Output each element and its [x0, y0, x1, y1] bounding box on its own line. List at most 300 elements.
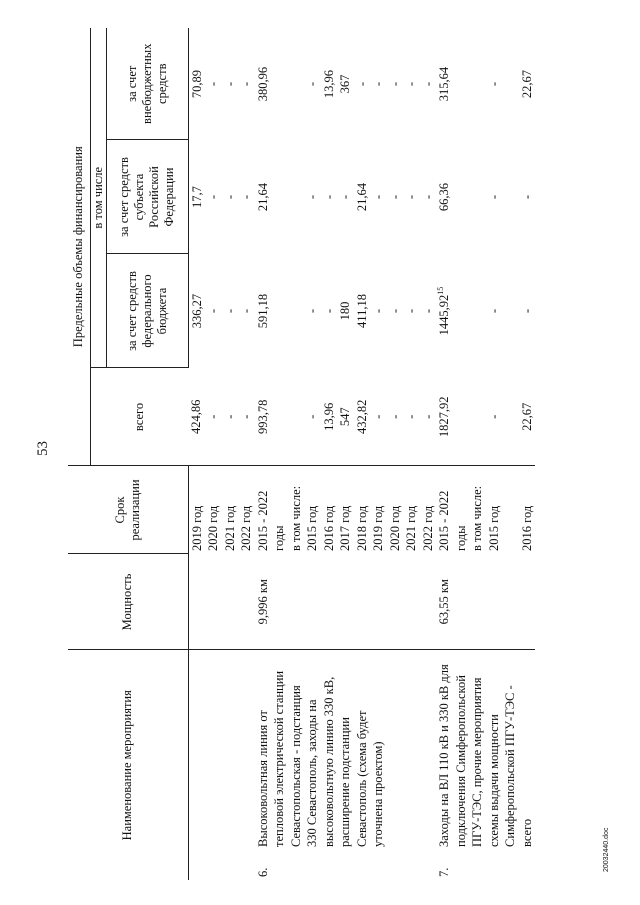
offbudget-cell-text: - — [371, 81, 385, 87]
measure-name — [486, 650, 503, 850]
total-cell-text: - — [387, 414, 402, 419]
federal-cell — [188, 254, 205, 368]
table-header — [68, 28, 188, 880]
regional-cell-text: 66,36 — [437, 182, 451, 212]
row-number — [188, 850, 205, 880]
period-cell — [436, 466, 453, 554]
offbudget-cell-text: - — [305, 81, 319, 87]
row-number — [354, 850, 371, 880]
period-cell-text: 2016 год — [321, 505, 336, 551]
row-number — [387, 850, 404, 880]
federal-cell-text: - — [321, 308, 336, 314]
regional-cell — [486, 140, 503, 254]
measure-name-text: Севастопольская - подстанция — [288, 685, 303, 847]
header-financing: Предельные объемы финансирования — [68, 28, 90, 466]
footnote-marker: 15 — [436, 286, 445, 295]
offbudget-cell — [304, 28, 321, 140]
table-body — [188, 28, 535, 880]
header-incl: в том числе — [90, 28, 106, 368]
federal-cell — [337, 254, 354, 368]
measure-name-text: Высоковольтная линия от — [255, 710, 270, 847]
capacity-cell — [188, 554, 205, 650]
financing-table — [68, 28, 535, 880]
total-cell — [370, 368, 387, 466]
measure-name-text: ПГУ-ТЭС, прочие мероприятия — [470, 677, 484, 847]
measure-name — [188, 650, 205, 850]
row-number — [205, 850, 222, 880]
regional-cell-text: - — [420, 194, 435, 200]
measure-name — [469, 650, 486, 850]
period-cell — [486, 466, 503, 554]
federal-cell-text: - — [222, 308, 237, 314]
offbudget-cell — [403, 28, 420, 140]
measure-name-text: подключения Симферопольской — [453, 675, 468, 847]
offbudget-cell-text: 367 — [338, 74, 352, 94]
table-row — [387, 28, 404, 880]
measure-name-text: Севастополь (схема будет — [354, 710, 369, 847]
capacity-cell — [436, 554, 453, 650]
period-cell — [222, 466, 239, 554]
capacity-cell — [238, 554, 255, 650]
period-cell — [238, 466, 255, 554]
total-cell-text: 424,86 — [189, 399, 203, 434]
total-cell — [420, 368, 437, 466]
offbudget-cell-text: - — [239, 81, 253, 87]
regional-cell-text: - — [404, 194, 418, 200]
table-row — [271, 28, 288, 880]
offbudget-cell — [387, 28, 404, 140]
measure-name — [304, 650, 321, 850]
offbudget-cell — [188, 28, 205, 140]
regional-cell — [387, 140, 404, 254]
capacity-cell — [337, 554, 354, 650]
rotated-table-container — [68, 28, 580, 880]
regional-cell-text: - — [519, 194, 534, 200]
regional-cell-text: - — [222, 194, 237, 200]
period-cell-text: в том числе: — [288, 485, 303, 551]
header-total: всего — [90, 368, 188, 466]
measure-name-text: расширение подстанции — [338, 717, 352, 847]
table-row — [354, 28, 371, 880]
row-number — [436, 850, 453, 880]
capacity-cell — [453, 554, 470, 650]
row-number — [469, 850, 486, 880]
row-number — [255, 850, 272, 880]
capacity-cell — [486, 554, 503, 650]
offbudget-cell — [453, 28, 470, 140]
offbudget-cell-text: 70,89 — [189, 69, 204, 99]
row-number — [271, 850, 288, 880]
offbudget-cell — [354, 28, 371, 140]
period-cell — [370, 466, 387, 554]
total-cell-text: - — [305, 414, 319, 419]
row-number — [304, 850, 321, 880]
federal-cell-text: - — [371, 308, 385, 314]
table-row — [453, 28, 470, 880]
regional-cell-text: - — [486, 194, 501, 200]
period-cell-text: 2020 год — [387, 505, 402, 551]
offbudget-cell — [519, 28, 536, 140]
header-offbudget: за счет внебюджетных средств — [106, 28, 188, 140]
table-row — [469, 28, 486, 880]
offbudget-cell — [370, 28, 387, 140]
total-cell — [519, 368, 536, 466]
capacity-cell — [304, 554, 321, 650]
measure-name-text: 330 Севастополь, заходы на — [305, 699, 319, 847]
row-number — [403, 850, 420, 880]
capacity-cell — [502, 554, 519, 650]
period-cell — [502, 466, 519, 554]
measure-name — [370, 650, 387, 850]
regional-cell-text: - — [371, 194, 385, 200]
period-cell-text: 2022 год — [239, 505, 253, 551]
row-number — [453, 850, 470, 880]
total-cell — [337, 368, 354, 466]
measure-name — [519, 650, 536, 850]
period-cell — [420, 466, 437, 554]
capacity-cell-text: 9,996 км — [255, 579, 270, 625]
federal-cell-text: - — [420, 308, 435, 314]
total-cell — [469, 368, 486, 466]
table-row — [420, 28, 437, 880]
regional-cell-text: - — [305, 194, 319, 200]
period-cell-text: 2019 год — [189, 505, 204, 551]
federal-cell — [436, 254, 453, 368]
total-cell-text: - — [239, 414, 253, 419]
regional-cell-text: 21,64 — [354, 182, 369, 212]
federal-cell-text: 591,18 — [255, 293, 270, 329]
offbudget-cell-text: 22,67 — [519, 69, 534, 99]
period-cell — [255, 466, 272, 554]
header-federal: за счет средств федерального бюджета — [106, 254, 188, 368]
period-cell — [288, 466, 305, 554]
row-number — [222, 850, 239, 880]
regional-cell — [436, 140, 453, 254]
total-cell — [453, 368, 470, 466]
total-cell — [436, 368, 453, 466]
period-cell-text: 2018 год — [354, 505, 369, 551]
row-number — [238, 850, 255, 880]
capacity-cell — [354, 554, 371, 650]
total-cell — [403, 368, 420, 466]
capacity-cell — [222, 554, 239, 650]
capacity-cell — [519, 554, 536, 650]
total-cell — [238, 368, 255, 466]
federal-cell-text: - — [305, 308, 319, 314]
table-row — [255, 28, 272, 880]
offbudget-cell-text: 380,96 — [255, 66, 270, 102]
capacity-cell-text: 63,55 км — [437, 579, 451, 625]
federal-cell — [205, 254, 222, 368]
period-cell-text: 2015 - 2022 — [255, 490, 270, 551]
total-cell-text: 13,96 — [321, 402, 336, 431]
offbudget-cell — [238, 28, 255, 140]
total-cell — [387, 368, 404, 466]
capacity-cell — [271, 554, 288, 650]
measure-name-text: Заходы на ВЛ 110 кВ и 330 кВ для — [437, 664, 451, 847]
offbudget-cell — [222, 28, 239, 140]
total-cell — [304, 368, 321, 466]
total-cell — [205, 368, 222, 466]
offbudget-cell-text: - — [420, 81, 435, 87]
table-row — [436, 28, 453, 880]
table-row — [370, 28, 387, 880]
offbudget-cell-text: - — [486, 81, 501, 87]
capacity-cell — [370, 554, 387, 650]
federal-cell — [304, 254, 321, 368]
regional-cell — [370, 140, 387, 254]
federal-cell — [519, 254, 536, 368]
offbudget-cell-text: - — [206, 81, 220, 87]
offbudget-cell — [337, 28, 354, 140]
measure-name-text: уточнена проектом) — [371, 741, 385, 847]
total-cell — [255, 368, 272, 466]
total-cell — [271, 368, 288, 466]
measure-name — [205, 650, 222, 850]
header-period: Срок реализации — [68, 466, 188, 554]
measure-name-text: высоковольтную линию 330 кВ, — [321, 676, 336, 847]
table-row — [337, 28, 354, 880]
regional-cell-text: - — [206, 194, 220, 200]
measure-name — [337, 650, 354, 850]
measure-name — [403, 650, 420, 850]
measure-name-text: схемы выдачи мощности — [486, 714, 501, 847]
total-cell-text: 993,78 — [255, 399, 270, 434]
period-cell — [337, 466, 354, 554]
regional-cell — [255, 140, 272, 254]
total-cell-text: 432,82 — [354, 399, 369, 434]
table-row — [205, 28, 222, 880]
regional-cell — [420, 140, 437, 254]
federal-cell — [420, 254, 437, 368]
measure-name-text: Симферопольской ПГУ-ТЭС - — [503, 685, 517, 847]
regional-cell — [304, 140, 321, 254]
period-cell — [519, 466, 536, 554]
regional-cell — [502, 140, 519, 254]
federal-cell-text: - — [239, 308, 253, 314]
period-cell-text: годы — [272, 525, 286, 551]
total-cell — [486, 368, 503, 466]
period-cell — [205, 466, 222, 554]
period-cell-text: 2022 год — [420, 505, 435, 551]
federal-cell-text: - — [387, 308, 402, 314]
capacity-cell — [255, 554, 272, 650]
total-cell-text: - — [420, 414, 435, 419]
measure-name — [238, 650, 255, 850]
table-row — [486, 28, 503, 880]
measure-name-text: всего — [519, 818, 534, 847]
offbudget-cell — [271, 28, 288, 140]
table-row — [321, 28, 338, 880]
row-number — [519, 850, 536, 880]
period-cell-text: 2021 год — [222, 505, 237, 551]
federal-cell — [321, 254, 338, 368]
period-cell-text: 2020 год — [206, 505, 220, 551]
header-name: Наименование мероприятия — [68, 650, 188, 880]
measure-name — [321, 650, 338, 850]
federal-cell-text: - — [486, 308, 501, 314]
regional-cell — [271, 140, 288, 254]
table-row — [238, 28, 255, 880]
regional-cell-text: - — [239, 194, 253, 200]
row-number-text: 6. — [255, 867, 270, 877]
row-number-text: 7. — [437, 867, 451, 877]
measure-name — [255, 650, 272, 850]
regional-cell — [453, 140, 470, 254]
federal-cell-text: - — [519, 308, 534, 314]
offbudget-cell-text: - — [354, 81, 369, 87]
offbudget-cell-text: - — [404, 81, 418, 87]
table-row — [502, 28, 519, 880]
total-cell-text: 22,67 — [519, 402, 534, 431]
total-cell — [222, 368, 239, 466]
measure-name — [271, 650, 288, 850]
measure-name-text: тепловой электрической станции — [272, 670, 286, 847]
period-cell — [188, 466, 205, 554]
offbudget-cell — [420, 28, 437, 140]
table-row — [304, 28, 321, 880]
page-number: 53 — [35, 441, 51, 456]
regional-cell — [321, 140, 338, 254]
total-cell-text: - — [486, 414, 501, 419]
offbudget-cell-text: 13,96 — [321, 69, 336, 99]
regional-cell-text: - — [321, 194, 336, 200]
period-cell-text: годы — [453, 525, 468, 551]
period-cell — [387, 466, 404, 554]
period-cell-text: 2016 год — [519, 505, 534, 551]
federal-cell — [502, 254, 519, 368]
measure-name — [222, 650, 239, 850]
row-number — [486, 850, 503, 880]
federal-cell-text: 336,27 — [189, 293, 204, 329]
federal-cell — [238, 254, 255, 368]
regional-cell — [354, 140, 371, 254]
federal-cell — [387, 254, 404, 368]
total-cell-text: - — [371, 414, 385, 419]
measure-name — [387, 650, 404, 850]
regional-cell-text: - — [387, 194, 402, 200]
measure-name — [354, 650, 371, 850]
row-number — [337, 850, 354, 880]
measure-name — [288, 650, 305, 850]
federal-cell — [354, 254, 371, 368]
period-cell-text: 2019 год — [371, 505, 385, 551]
table-row — [519, 28, 536, 880]
period-cell — [403, 466, 420, 554]
total-cell-text: 1827,92 — [437, 396, 451, 438]
regional-cell — [205, 140, 222, 254]
row-number — [321, 850, 338, 880]
capacity-cell — [469, 554, 486, 650]
row-number — [288, 850, 305, 880]
offbudget-cell-text: 315,64 — [437, 66, 451, 102]
period-cell — [321, 466, 338, 554]
federal-cell-text: 180 — [338, 301, 352, 321]
offbudget-cell — [321, 28, 338, 140]
footer-doc-code: 20032440.doc — [603, 827, 610, 872]
period-cell-text: 2015 год — [305, 505, 319, 551]
capacity-cell — [205, 554, 222, 650]
period-cell — [469, 466, 486, 554]
measure-name — [436, 650, 453, 850]
period-cell — [271, 466, 288, 554]
offbudget-cell-text: - — [222, 81, 237, 87]
total-cell — [188, 368, 205, 466]
period-cell-text: 2015 - 2022 — [437, 490, 451, 551]
regional-cell-text: 21,64 — [255, 182, 270, 212]
regional-cell-text: 17,7 — [189, 186, 204, 208]
total-cell-text: - — [222, 414, 237, 419]
offbudget-cell — [486, 28, 503, 140]
federal-cell-text: - — [404, 308, 418, 314]
table-row — [222, 28, 239, 880]
measure-name — [453, 650, 470, 850]
total-cell — [502, 368, 519, 466]
period-cell-text: 2015 год — [486, 505, 501, 551]
federal-cell — [469, 254, 486, 368]
capacity-cell — [288, 554, 305, 650]
period-cell-text: в том числе: — [470, 485, 484, 551]
total-cell — [288, 368, 305, 466]
row-number — [502, 850, 519, 880]
regional-cell — [238, 140, 255, 254]
row-number — [420, 850, 437, 880]
federal-cell — [370, 254, 387, 368]
federal-cell-text: 1445,92 — [437, 294, 451, 336]
regional-cell — [519, 140, 536, 254]
federal-cell — [403, 254, 420, 368]
capacity-cell — [321, 554, 338, 650]
capacity-cell — [420, 554, 437, 650]
offbudget-cell — [255, 28, 272, 140]
measure-name — [420, 650, 437, 850]
federal-cell — [453, 254, 470, 368]
header-regional: за счет средств субъекта Российской Федерации — [106, 140, 188, 254]
federal-cell — [271, 254, 288, 368]
federal-cell-text: - — [206, 308, 220, 314]
regional-cell — [469, 140, 486, 254]
federal-cell — [486, 254, 503, 368]
period-cell-text: 2021 год — [404, 505, 418, 551]
total-cell-text: - — [404, 414, 418, 419]
row-number — [370, 850, 387, 880]
offbudget-cell — [436, 28, 453, 140]
period-cell — [304, 466, 321, 554]
federal-cell — [288, 254, 305, 368]
capacity-cell — [387, 554, 404, 650]
regional-cell — [337, 140, 354, 254]
offbudget-cell — [469, 28, 486, 140]
period-cell — [453, 466, 470, 554]
header-capacity: Мощность — [68, 554, 188, 650]
total-cell — [321, 368, 338, 466]
regional-cell — [403, 140, 420, 254]
measure-name — [502, 650, 519, 850]
offbudget-cell — [288, 28, 305, 140]
period-cell-text: 2017 год — [338, 505, 352, 551]
table-row — [188, 28, 205, 880]
federal-cell-text: 411,18 — [354, 294, 369, 328]
offbudget-cell — [205, 28, 222, 140]
capacity-cell — [403, 554, 420, 650]
regional-cell — [188, 140, 205, 254]
total-cell — [354, 368, 371, 466]
table-row — [403, 28, 420, 880]
offbudget-cell-text: - — [387, 81, 402, 87]
total-cell-text: 547 — [338, 407, 352, 427]
total-cell-text: - — [206, 414, 220, 419]
federal-cell — [222, 254, 239, 368]
